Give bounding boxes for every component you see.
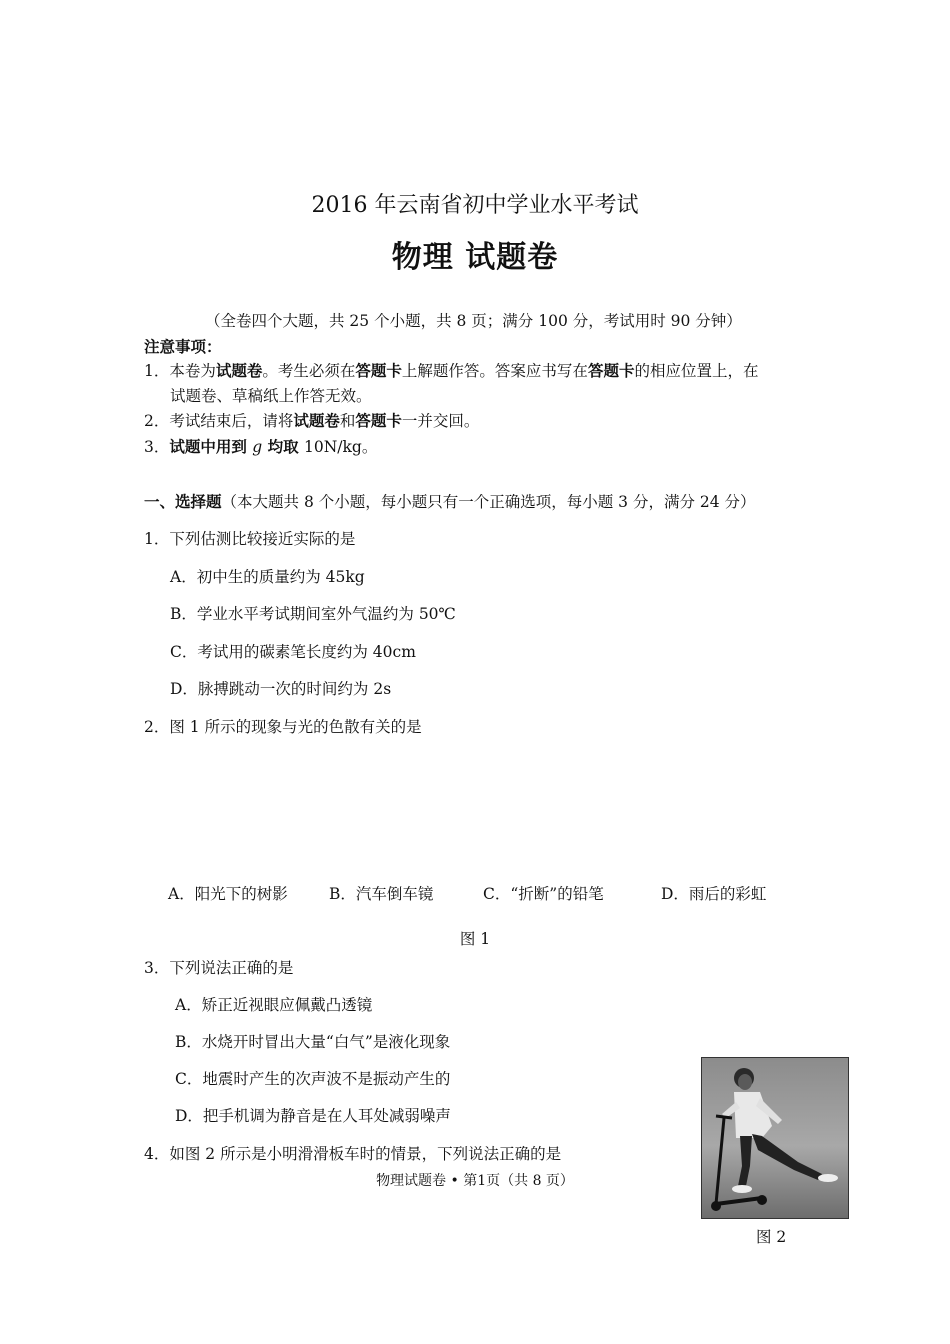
figure-1-caption: 图 1 [459, 930, 491, 948]
note-3 [144, 435, 377, 457]
note-text: 。 [361, 438, 378, 456]
q2-option-d: D．雨后的彩虹 [661, 885, 767, 903]
note-text: 一并交回。 [401, 412, 480, 430]
exam-info: （全卷四个大题，共 25 个小题，共 8 页；满分 100 分，考试用时 90 分钟） [205, 312, 742, 330]
q2-stem: 2．图 1 所示的现象与光的色散有关的是 [144, 718, 422, 736]
q3-option-c: C．地震时产生的次声波不是振动产生的 [175, 1070, 451, 1088]
exam-title: 2016 年云南省初中学业水平考试 [311, 193, 639, 218]
note-bold: 答题卡 [355, 361, 402, 380]
note-text: 10N/kg [304, 438, 362, 456]
q1-option-a: A．初中生的质量约为 45kg [170, 568, 365, 586]
note-bold: 答题卡 [587, 361, 635, 380]
figure-2-caption: 图 2 [756, 1228, 787, 1246]
q1-option-d: D．脉搏跳动一次的时间约为 2s [170, 680, 392, 698]
note-text: 1．本卷为 [144, 362, 216, 380]
note-bold: 试题卷 [293, 411, 340, 430]
note-text: 2．考试结束后，请将 [144, 412, 294, 430]
note-bold: 均取 [262, 437, 305, 456]
q1-option-b: B．学业水平考试期间室外气温约为 50℃ [170, 605, 456, 623]
q2-option-a: A．阳光下的树影 [168, 885, 288, 903]
q1-stem: 1．下列估测比较接近实际的是 [144, 530, 356, 548]
q3-option-b: B．水烧开时冒出大量“白气”是液化现象 [175, 1033, 451, 1051]
gravity-symbol: g [252, 438, 263, 456]
section-1-heading [144, 490, 756, 512]
q3-stem: 3．下列说法正确的是 [144, 959, 294, 977]
note-text: 上解题作答。答案应书写在 [401, 362, 588, 380]
note-text: 。考生必须在 [262, 362, 356, 380]
section-desc: （本大题共 8 个小题，每小题只有一个正确选项，每小题 3 分，满分 24 分） [221, 493, 756, 511]
q3-option-a: A．矫正近视眼应佩戴凸透镜 [175, 996, 373, 1014]
q1-option-c: C．考试用的碳素笔长度约为 40cm [170, 643, 416, 661]
q3-option-d: D．把手机调为静音是在人耳处减弱噪声 [175, 1107, 451, 1125]
note-bold: 试题中用到 [169, 437, 253, 456]
q2-option-c: C．“折断”的铅笔 [483, 885, 604, 903]
note-text: 3． [144, 438, 170, 456]
notes-heading: 注意事项： [144, 337, 222, 356]
section-title: 一、选择题 [144, 492, 222, 511]
note-text: 的相应位置上，在 [634, 362, 759, 380]
note-bold: 答题卡 [355, 411, 402, 430]
note-1-line-2: 试题卷、草稿纸上作答无效。 [170, 387, 372, 405]
note-1-line-1 [144, 359, 758, 381]
q4-stem: 4．如图 2 所示是小明滑滑板车时的情景，下列说法正确的是 [144, 1145, 562, 1163]
figure-2-photo [701, 1057, 849, 1219]
note-bold: 试题卷 [215, 361, 263, 380]
scooter-rider-illustration [702, 1058, 848, 1218]
figure-1-images-area [150, 742, 800, 862]
note-2 [144, 409, 479, 431]
q2-option-b: B．汽车倒车镜 [329, 885, 434, 903]
page-footer: 物理试题卷 • 第1页（共 8 页） [376, 1173, 574, 1189]
note-text: 和 [339, 412, 356, 430]
exam-subtitle: 物理 试题卷 [391, 240, 559, 275]
